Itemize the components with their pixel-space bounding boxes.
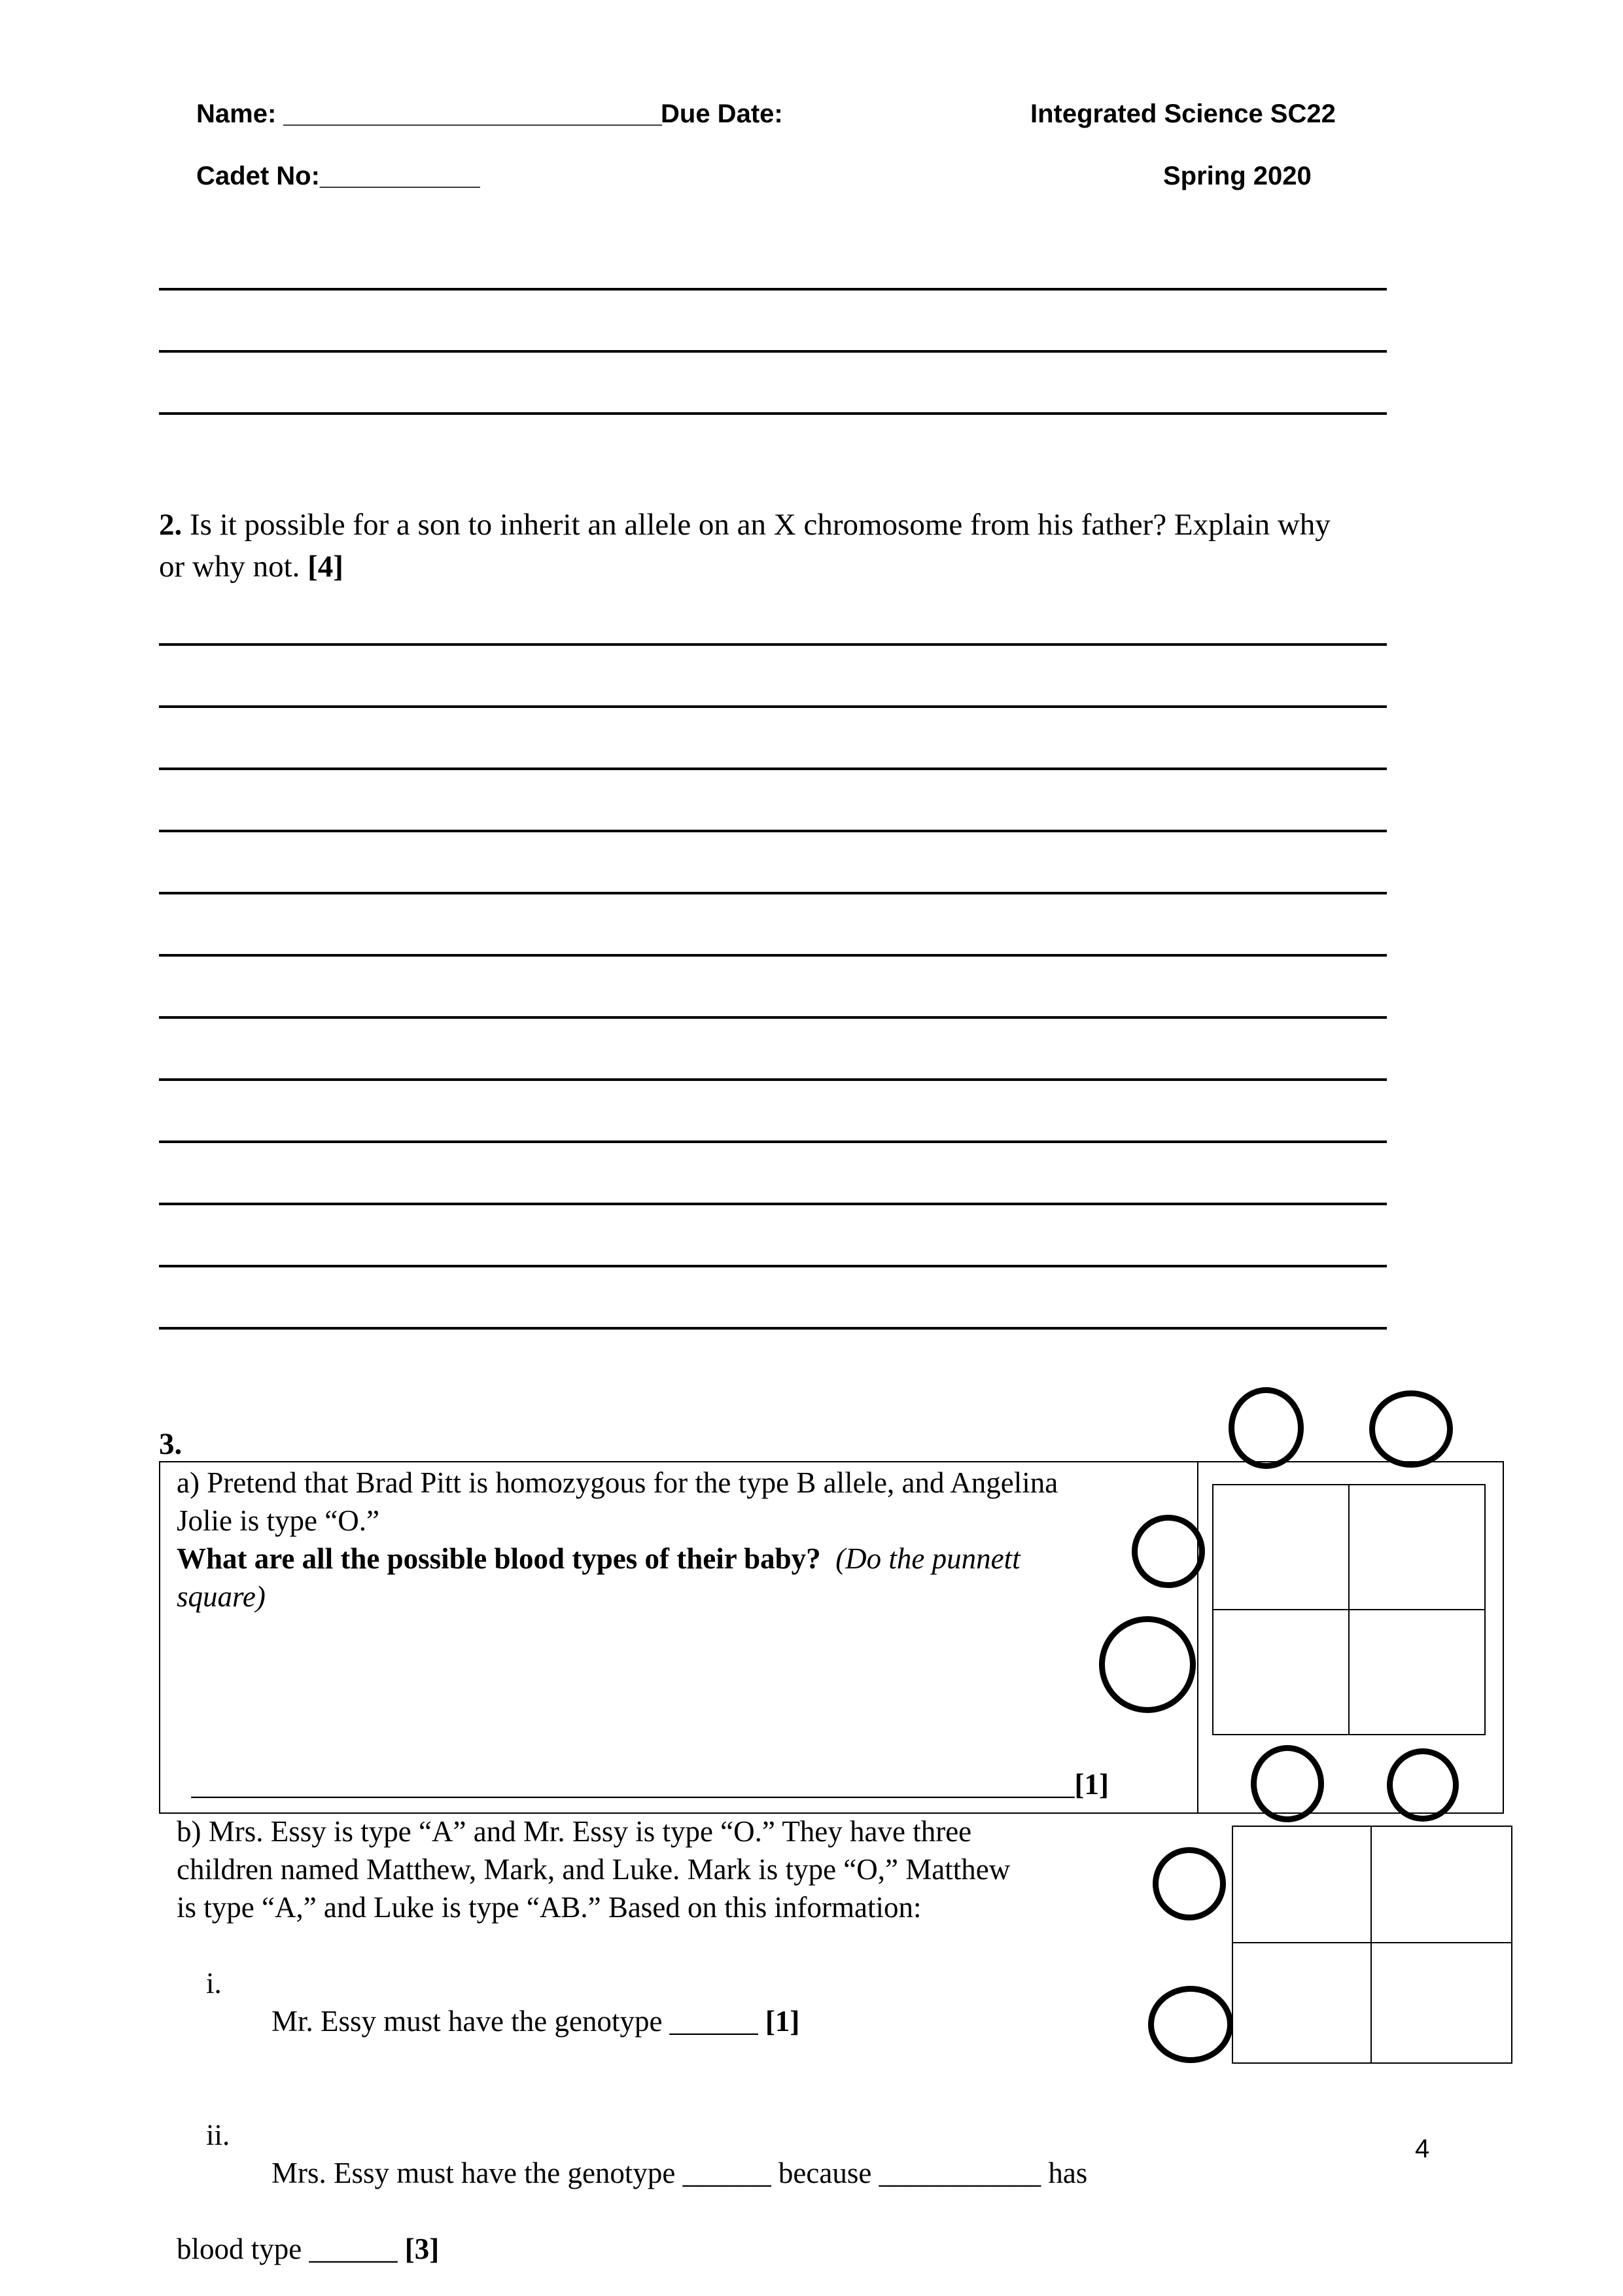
part-a-marks: [1] — [1074, 1768, 1109, 1801]
marks: [4] — [307, 550, 343, 584]
drawn-circle — [1229, 1387, 1304, 1469]
answer-line[interactable] — [159, 768, 1387, 770]
table-divider — [1197, 1461, 1198, 1814]
drawn-circle — [1387, 1748, 1459, 1822]
answer-line[interactable] — [159, 1265, 1387, 1267]
part-b-text — [177, 1812, 1236, 2268]
punnett-divider-h — [1212, 1609, 1486, 1610]
drawn-circle — [1251, 1745, 1324, 1822]
course-title: Integrated Science SC22 — [1030, 99, 1336, 128]
part-a-hint-cont: square) — [177, 1580, 266, 1613]
answer-line[interactable] — [159, 412, 1387, 415]
drawn-circle — [1369, 1390, 1453, 1468]
punnett-divider-v — [1370, 1826, 1372, 2064]
answer-line[interactable] — [159, 1203, 1387, 1205]
answer-line[interactable] — [159, 1140, 1387, 1143]
answer-line[interactable] — [159, 830, 1387, 832]
answer-line[interactable] — [159, 954, 1387, 957]
question-text-cont: or why not. — [159, 550, 308, 584]
part-b-ii-cont[interactable]: blood type ______ — [177, 2233, 405, 2265]
part-b-ii-label: ii. — [206, 2119, 230, 2151]
part-a-line: a) Pretend that Brad Pitt is homozygous for the type B allele, and Angelina — [177, 1466, 1058, 1499]
part-b-line: is type “A,” and Luke is type “AB.” Based on this information: — [177, 1891, 922, 1924]
part-a-answer-line[interactable]: ____________________________________________________________ — [191, 1768, 1075, 1801]
drawn-circle — [1148, 1986, 1233, 2063]
term-label: Spring 2020 — [1163, 162, 1312, 190]
punnett-divider-h — [1232, 1942, 1512, 1943]
answer-line[interactable] — [159, 643, 1387, 646]
page-number: 4 — [1415, 2134, 1430, 2163]
answer-line[interactable] — [159, 288, 1387, 291]
part-b-ii-marks: [3] — [404, 2233, 440, 2265]
part-a-hint: (Do the punnett — [835, 1542, 1021, 1575]
part-a-question: What are all the possible blood types of their baby? — [177, 1542, 821, 1575]
part-b-i-text[interactable]: Mr. Essy must have the genotype ______ — [271, 2005, 765, 2038]
name-label: Name: __________________________ — [196, 99, 662, 128]
question-number: 2. — [159, 508, 183, 542]
drawn-circle — [1132, 1515, 1205, 1588]
answer-line[interactable] — [159, 1078, 1387, 1081]
part-b-i-marks: [1] — [765, 2005, 800, 2038]
part-a-line: Jolie is type “O.” — [177, 1504, 379, 1537]
answer-line[interactable] — [159, 350, 1387, 353]
due-date-label: Due Date: — [661, 99, 783, 128]
question-2 — [159, 504, 1467, 588]
part-b-ii-text[interactable]: Mrs. Essy must have the genotype ______ because ___________ has — [271, 2157, 1088, 2189]
answer-line[interactable] — [159, 1327, 1387, 1330]
question-3-number: 3. — [159, 1427, 183, 1461]
part-a-answer-row[interactable] — [177, 1727, 1109, 1803]
part-b-line: b) Mrs. Essy is type “A” and Mr. Essy is type “O.” They have three — [177, 1815, 972, 1848]
part-b-line: children named Matthew, Mark, and Luke. Mark is type “O,” Matthew — [177, 1853, 1011, 1886]
part-b-i-label: i. — [206, 1967, 222, 2000]
drawn-circle — [1099, 1616, 1196, 1713]
punnett-frame — [1232, 1826, 1512, 2064]
question-text: Is it possible for a son to inherit an allele on an X chromosome from his father? Explain why — [190, 508, 1331, 542]
part-a-text — [177, 1464, 1191, 1616]
answer-line[interactable] — [159, 892, 1387, 894]
answer-line[interactable] — [159, 705, 1387, 708]
drawn-circle — [1153, 1847, 1226, 1920]
answer-line[interactable] — [159, 1016, 1387, 1019]
cadet-no-label: Cadet No:___________ — [196, 162, 480, 190]
